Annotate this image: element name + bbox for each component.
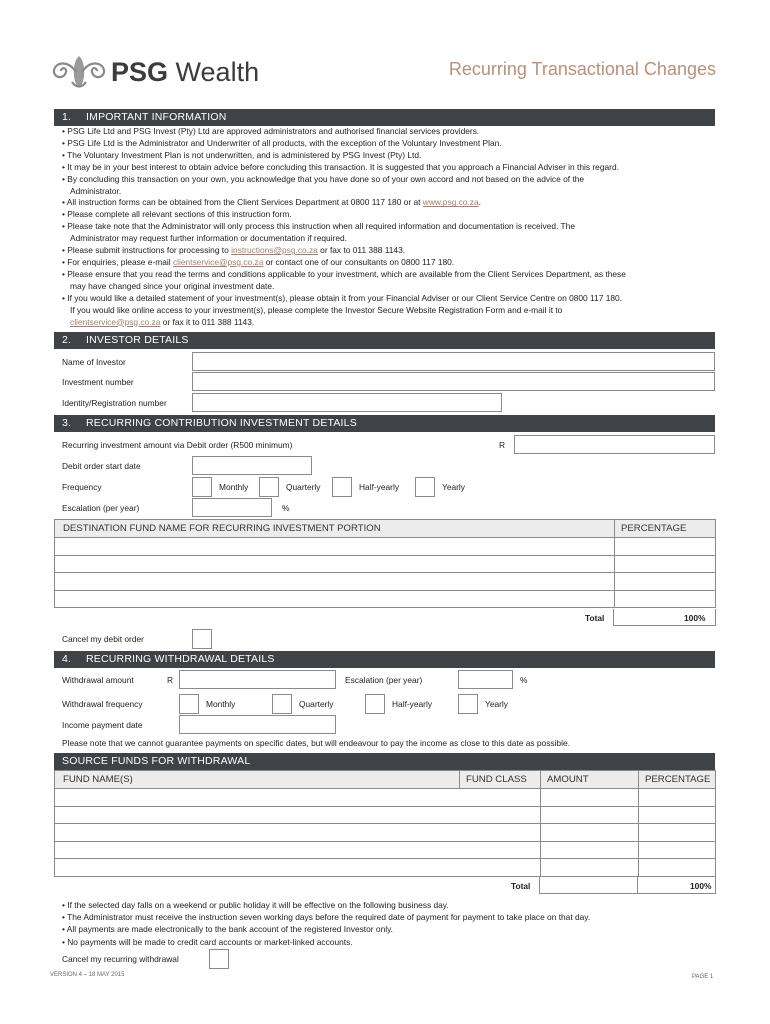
list-item: • All instruction forms can be obtained from the Client Services Department at 0800 117 180 or at www.psg.co.za. xyxy=(62,197,481,208)
section-number: 1. xyxy=(62,111,72,123)
withdrawal-yearly-checkbox[interactable] xyxy=(458,694,478,714)
frequency-halfyearly-label: Half-yearly xyxy=(359,482,400,492)
frequency-quarterly-label: Quarterly xyxy=(286,482,321,492)
fax-text: or fax it to 011 388 1143. xyxy=(162,316,255,327)
section-number: 2. xyxy=(62,334,72,346)
withdrawal-amount-label: Withdrawal amount xyxy=(62,675,134,685)
withdrawal-yearly-label: Yearly xyxy=(485,699,508,709)
id-number-label: Identity/Registration number xyxy=(62,398,167,408)
list-item: • The Administrator must receive the instruction seven working days before the required date of payment for payment to take place on that day. xyxy=(62,912,591,923)
cancel-withdrawal-label: Cancel my recurring withdrawal xyxy=(62,954,179,964)
table-row[interactable] xyxy=(54,556,716,574)
list-item: • It may be in your best interest to obtain advice before concluding this transaction. It is suggested that you approach a Financial Adviser in this regard. xyxy=(62,161,619,172)
psg-logo-icon xyxy=(50,52,108,92)
amount-column-header: AMOUNT xyxy=(547,774,589,785)
page-number: PAGE 1 xyxy=(692,974,714,980)
form-title: Recurring Transactional Changes xyxy=(448,59,716,79)
percentage-column-header: PERCENTAGE xyxy=(645,774,711,785)
currency-label: R xyxy=(499,440,506,450)
withdrawal-quarterly-label: Quarterly xyxy=(299,699,334,709)
column-divider xyxy=(614,520,615,537)
cancel-debit-order-checkbox[interactable] xyxy=(192,629,212,649)
percent-sign: % xyxy=(520,675,528,685)
list-item: • All payments are made electronically to the bank account of the registered Investor only. xyxy=(62,924,393,935)
list-item: • The Voluntary Investment Plan is not underwritten, and is administered by PSG Invest (Pty) Ltd. xyxy=(62,149,422,160)
withdrawal-monthly-label: Monthly xyxy=(206,699,236,709)
total-label: Total xyxy=(511,881,531,891)
list-item-continued: If you would like online access to your investment(s), please complete the Investor Secure Website Registration Form and e-mail it to xyxy=(70,304,563,315)
list-item-continued: may have changed since your original investment date. xyxy=(70,280,275,291)
withdrawal-monthly-checkbox[interactable] xyxy=(179,694,199,714)
list-item: • By concluding this transaction on your own, you acknowledge that you have done so of your own accord and not based on the advice of the xyxy=(62,173,585,184)
brand-name xyxy=(111,57,259,88)
recurring-amount-field[interactable] xyxy=(514,435,715,454)
cancel-debit-order-label: Cancel my debit order xyxy=(62,634,144,644)
total-value: 100% xyxy=(690,881,712,891)
fund-name-column-header: FUND NAME(S) xyxy=(63,774,133,785)
cancel-withdrawal-checkbox[interactable] xyxy=(209,949,229,969)
list-item: • Please ensure that you read the terms and conditions applicable to your investment, which are available from the Client Services Department, as these xyxy=(62,268,626,279)
currency-label: R xyxy=(167,675,174,685)
investment-number-label: Investment number xyxy=(62,377,134,387)
withdrawal-escalation-label: Escalation (per year) xyxy=(345,675,423,685)
table-row[interactable] xyxy=(54,573,716,591)
percentage-column-header: PERCENTAGE xyxy=(621,523,687,534)
list-item: • Please take note that the Administrator will only process this instruction when all required information and documentation is received. The xyxy=(62,221,575,232)
section-title: RECURRING WITHDRAWAL DETAILS xyxy=(86,653,275,665)
list-item-continued: Administrator. xyxy=(70,185,122,196)
instructions-email-link[interactable]: instructions@psg.co.za xyxy=(231,245,318,256)
brand-light: Wealth xyxy=(175,57,260,87)
recurring-amount-label: Recurring investment amount via Debit order (R500 minimum) xyxy=(62,440,293,450)
client-email-link[interactable]: clientservice@psg.co.za xyxy=(172,256,264,267)
section-title: RECURRING CONTRIBUTION INVESTMENT DETAILS xyxy=(86,417,357,429)
list-item xyxy=(62,257,722,269)
frequency-monthly-checkbox[interactable] xyxy=(192,477,212,497)
table-header xyxy=(54,519,716,538)
withdrawal-halfyearly-checkbox[interactable] xyxy=(365,694,385,714)
brand-bold: PSG xyxy=(111,57,169,87)
investor-name-label: Name of Investor xyxy=(62,357,126,367)
list-item: • PSG Life Ltd is the Administrator and Underwriter of all products, with the exception of the Voluntary Investment Plan. xyxy=(62,137,502,148)
table-row[interactable] xyxy=(54,591,716,609)
list-item: • PSG Life Ltd and PSG Invest (Pty) Ltd are approved administrators and authorised financial services providers. xyxy=(62,126,480,136)
withdrawal-quarterly-checkbox[interactable] xyxy=(272,694,292,714)
list-item-continued: Administrator may request further information or documentation if required. xyxy=(70,233,347,244)
section-1-header xyxy=(54,109,715,126)
income-date-label: Income payment date xyxy=(62,720,143,730)
list-item: • If you would like a detailed statement of your investment(s), please obtain it from your Financial Adviser or our Client Service Centre on 0800 117 180. xyxy=(62,292,623,303)
total-label: Total xyxy=(585,613,605,623)
frequency-yearly-checkbox[interactable] xyxy=(415,477,435,497)
id-number-field[interactable] xyxy=(192,393,502,412)
withdrawal-halfyearly-label: Half-yearly xyxy=(392,699,433,709)
withdrawal-escalation-field[interactable] xyxy=(458,670,513,689)
start-date-label: Debit order start date xyxy=(62,461,141,471)
table-row[interactable] xyxy=(54,842,716,860)
fund-column-header: DESTINATION FUND NAME FOR RECURRING INVESTMENT PORTION xyxy=(63,523,381,534)
investor-name-field[interactable] xyxy=(192,352,715,371)
important-information-list xyxy=(62,126,722,328)
withdrawal-notes xyxy=(62,899,590,948)
section-title: IMPORTANT INFORMATION xyxy=(86,111,227,123)
website-link[interactable]: www.psg.co.za xyxy=(422,197,479,208)
withdrawal-frequency-label: Withdrawal frequency xyxy=(62,699,143,709)
list-item: • Please complete all relevant sections of this instruction form. xyxy=(62,209,292,220)
enquiries-text: or contact one of our consultants on 0800 117 180. xyxy=(265,256,455,267)
list-item-text: • For enquiries, please e-mail xyxy=(62,256,171,267)
client-email-link[interactable]: clientservice@psg.co.za xyxy=(70,316,161,327)
source-funds-table xyxy=(54,770,716,877)
table-row[interactable] xyxy=(54,538,716,556)
version-label: VERSION 4 – 18 MAY 2015 xyxy=(50,972,125,978)
escalation-label: Escalation (per year) xyxy=(62,503,140,513)
table-row[interactable] xyxy=(54,807,716,825)
frequency-monthly-label: Monthly xyxy=(219,482,249,492)
section-3-header xyxy=(54,415,715,432)
frequency-halfyearly-checkbox[interactable] xyxy=(332,477,352,497)
investment-number-field[interactable] xyxy=(192,372,715,391)
frequency-quarterly-checkbox[interactable] xyxy=(259,477,279,497)
income-date-field[interactable] xyxy=(179,715,336,734)
table-row[interactable] xyxy=(54,859,716,877)
source-funds-title: SOURCE FUNDS FOR WITHDRAWAL xyxy=(62,755,251,767)
list-item-text: • Please submit instructions for processing to xyxy=(62,245,229,256)
list-item: • No payments will be made to credit card accounts or market-linked accounts. xyxy=(62,936,353,947)
list-item xyxy=(62,245,722,257)
percent-sign: % xyxy=(282,503,290,513)
section-4-header xyxy=(54,651,715,668)
list-item: • If the selected day falls on a weekend or public holiday it will be effective on the following business day. xyxy=(62,900,449,910)
escalation-field[interactable] xyxy=(192,498,272,517)
withdrawal-amount-field[interactable] xyxy=(179,670,336,689)
section-title: INVESTOR DETAILS xyxy=(86,334,189,346)
table-row[interactable] xyxy=(54,824,716,842)
fund-class-column-header: FUND CLASS xyxy=(466,774,527,785)
total-value: 100% xyxy=(684,613,706,623)
section-number: 4. xyxy=(62,653,72,665)
payment-date-note: Please note that we cannot guarantee payments on specific dates, but will endeavour to pay the income as close to this date as possible. xyxy=(62,738,570,748)
table-header xyxy=(54,770,716,789)
section-2-header xyxy=(54,332,715,349)
source-funds-header xyxy=(54,753,715,770)
frequency-yearly-label: Yearly xyxy=(442,482,465,492)
destination-fund-table xyxy=(54,519,716,609)
frequency-label: Frequency xyxy=(62,482,102,492)
list-item-text: • All instruction forms can be obtained from the Client Services Department at 0800 117 180 or at xyxy=(62,197,421,208)
section-number: 3. xyxy=(62,417,72,429)
fax-text: or fax to 011 388 1143. xyxy=(320,245,406,256)
list-item-continued xyxy=(62,317,722,329)
start-date-field[interactable] xyxy=(192,456,312,475)
table-row[interactable] xyxy=(54,789,716,807)
